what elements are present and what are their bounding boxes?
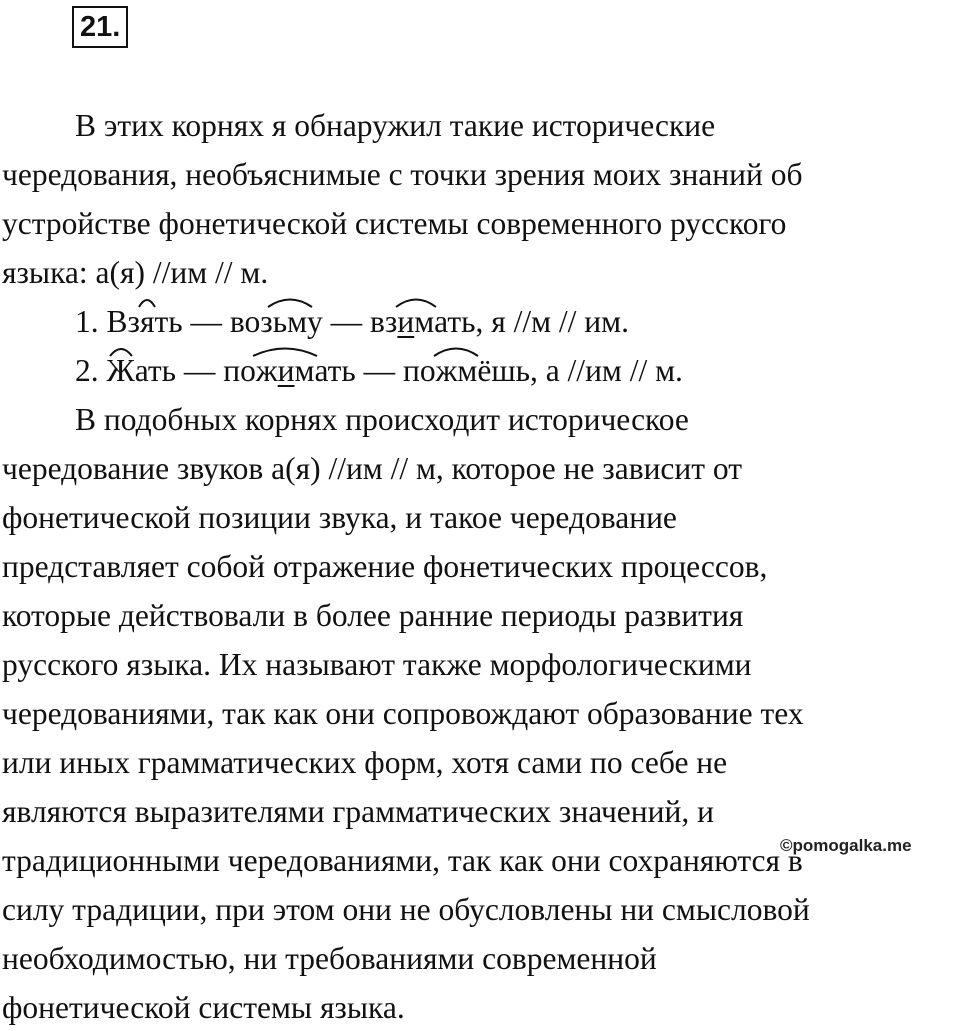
root-word: по жимать <box>223 353 355 388</box>
root-arc-icon <box>138 296 156 308</box>
root-arc-icon <box>433 345 479 357</box>
root-arc-icon <box>252 345 318 357</box>
root-arc-icon <box>267 296 313 308</box>
root-word: по жмёшь <box>403 353 530 388</box>
root-word: Вз ять <box>107 304 183 339</box>
paragraph-line: фонетической позиции звука, и такое чередование <box>2 500 677 535</box>
root-arc-mark: жм <box>436 351 478 391</box>
paragraph-line: представляет собой отражение фонетических процессов, <box>2 549 768 584</box>
paragraph-line: силу традиции, при этом они не обусловлены ни смысловой <box>2 892 810 927</box>
root-arc-mark: ьм <box>273 302 307 342</box>
example-line-1: 1. Вз ять — воз ьму — вз имать, я //м // им. <box>75 302 629 342</box>
root-arc-icon <box>109 345 133 357</box>
watermark: ©pomogalka.me <box>780 836 912 855</box>
example-line-2: 2. Жать — по жимать — по жмёшь, а //им // м. <box>75 351 683 391</box>
paragraph-line: являются выразителями грамматических значений, и <box>2 794 714 829</box>
paragraph-line: языка: а(я) //им // м. <box>2 255 269 290</box>
root-arc-mark: им <box>397 302 434 342</box>
paragraph-line: В этих корнях я обнаружил такие исторические <box>75 108 716 143</box>
paragraph-line: В подобных корнях происходит историческое <box>75 402 689 437</box>
paragraph-line: необходимостью, ни требованиями современной <box>2 941 657 976</box>
paragraph-line: устройстве фонетической системы современного русского <box>2 206 787 241</box>
example-number: 1. <box>75 304 107 339</box>
task-number: 21. <box>72 6 128 48</box>
paragraph-line: или иных грамматических форм, хотя сами по себе не <box>2 745 728 780</box>
root-arc-mark: я <box>140 302 155 342</box>
paragraph-line: чередования, необъяснимые с точки зрения моих знаний об <box>2 157 803 192</box>
root-word: воз ьму <box>230 304 323 339</box>
paragraph-line: русского языка. Их называют также морфологическими <box>2 647 752 682</box>
root-word: вз имать <box>370 304 475 339</box>
paragraph-line: которые действовали в более ранние периоды развития <box>2 598 744 633</box>
paragraph-line: чередование звуков а(я) //им // м, которое не зависит от <box>2 451 743 486</box>
root-arc-mark: жим <box>256 351 315 391</box>
paragraph-line: традиционными чередованиями, так как они сохраняются в <box>2 843 803 878</box>
paragraph-line: фонетической системы языка. <box>2 990 405 1025</box>
root-arc-icon <box>395 296 437 308</box>
root-arc-mark: Ж <box>107 351 135 391</box>
paragraph-line: чередованиями, так как они сопровождают образование тех <box>2 696 804 731</box>
example-number: 2. <box>75 353 107 388</box>
root-word: Жать <box>107 353 177 388</box>
